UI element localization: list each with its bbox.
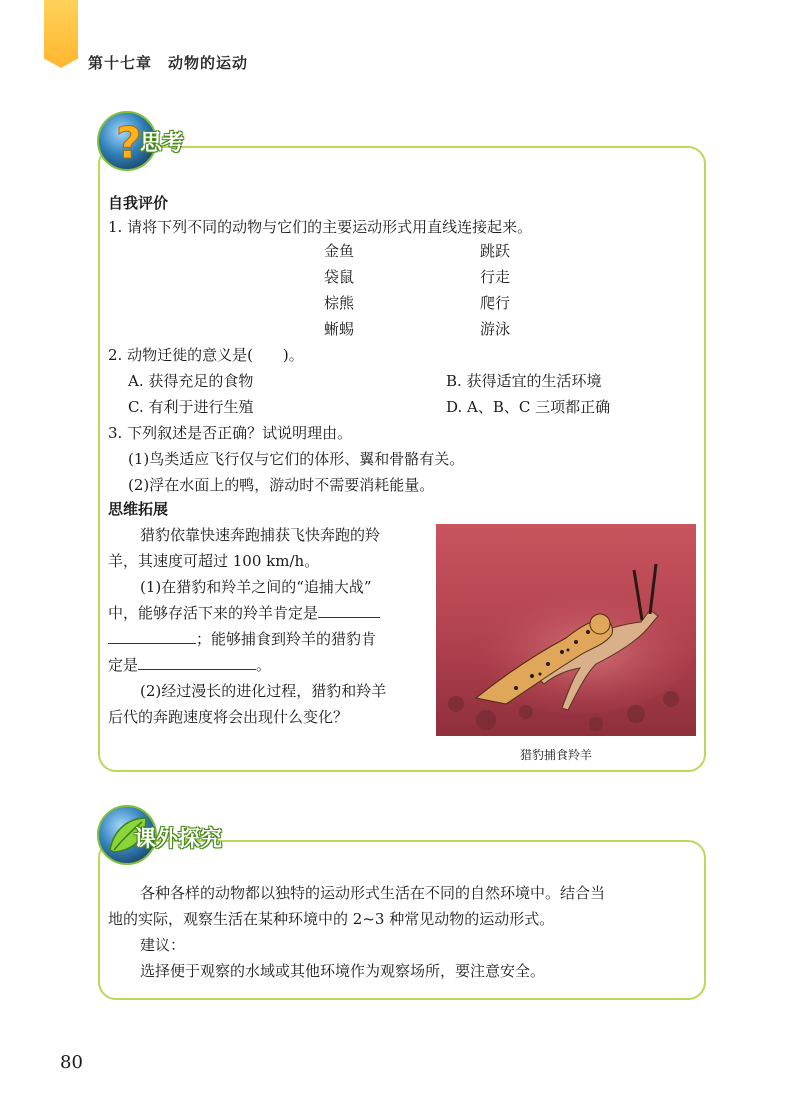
- extension-line-4-text: 中，能够存活下来的羚羊肯定是: [108, 604, 319, 622]
- cheetah-hunting-gazelle-photo: [436, 524, 696, 736]
- extension-line-6: [108, 652, 271, 678]
- q2-option-a: A. 获得充足的食物: [128, 372, 254, 390]
- answer-blank-1-cont[interactable]: [108, 627, 196, 644]
- animal-goldfish: 金鱼: [324, 242, 355, 260]
- chapter-number: 第十七章: [88, 54, 153, 72]
- photo-caption: 猎豹捕食羚羊: [520, 748, 593, 762]
- extension-line-5-text: ；能够捕食到羚羊的猎豹肯: [196, 630, 377, 648]
- answer-blank-2[interactable]: [138, 653, 256, 670]
- explore-title: 课外探究: [134, 827, 223, 852]
- q2-option-c: C. 有利于进行生殖: [128, 398, 254, 416]
- question-3-item-2: (2)浮在水面上的鸭，游动时不需要消耗能量。: [128, 476, 435, 494]
- svg-text:?: ?: [116, 118, 142, 169]
- answer-blank-1[interactable]: [318, 601, 380, 618]
- suggestion-label: 建议：: [140, 936, 186, 954]
- page-number: 80: [60, 1052, 83, 1073]
- extension-line-6-end: 。: [256, 656, 272, 674]
- chapter-tab-marker: [44, 0, 78, 68]
- extension-line-5: [108, 626, 376, 652]
- self-eval-heading: 自我评价: [108, 194, 169, 212]
- question-2: 2. 动物迁徙的意义是( )。: [108, 346, 304, 364]
- question-1: 1. 请将下列不同的动物与它们的主要运动形式用直线连接起来。: [108, 218, 533, 236]
- extension-heading: 思维拓展: [108, 500, 169, 518]
- extension-line-2: 羊，其速度可超过 100 km/h。: [108, 552, 320, 570]
- extension-line-4: [108, 600, 380, 626]
- question-3-item-1: (1)鸟类适应飞行仅与它们的体形、翼和骨骼有关。: [128, 450, 465, 468]
- movement-walk: 行走: [480, 268, 511, 286]
- explore-paragraph-line-2: 地的实际，观察生活在某种环境中的 2~3 种常见动物的运动形式。: [108, 910, 555, 928]
- movement-jump: 跳跃: [480, 242, 511, 260]
- extension-line-3: (1)在猎豹和羚羊之间的“追捕大战”: [140, 578, 372, 596]
- question-3: 3. 下列叙述是否正确？试说明理由。: [108, 424, 353, 442]
- animal-lizard: 蜥蜴: [324, 320, 355, 338]
- q2-option-b: B. 获得适宜的生活环境: [446, 372, 602, 390]
- q2-option-d: D. A、B、C 三项都正确: [446, 398, 611, 416]
- suggestion-text: 选择便于观察的水域或其他环境作为观察场所，要注意安全。: [140, 962, 546, 980]
- animal-kangaroo: 袋鼠: [324, 268, 355, 286]
- extension-line-8: 后代的奔跑速度将会出现什么变化？: [108, 708, 349, 726]
- chapter-header: [88, 52, 264, 73]
- extension-line-1: 猎豹依靠快速奔跑捕获飞快奔跑的羚: [140, 526, 381, 544]
- extension-line-6-text: 定是: [108, 656, 139, 674]
- movement-crawl: 爬行: [480, 294, 511, 312]
- extension-line-7: (2)经过漫长的进化过程，猎豹和羚羊: [140, 682, 387, 700]
- explore-paragraph-line-1: 各种各样的动物都以独特的运动形式生活在不同的自然环境中。结合当: [140, 884, 606, 902]
- animal-brown-bear: 棕熊: [324, 294, 355, 312]
- think-title: 思考: [140, 131, 185, 156]
- chapter-title: 动物的运动: [168, 54, 249, 72]
- movement-swim: 游泳: [480, 320, 511, 338]
